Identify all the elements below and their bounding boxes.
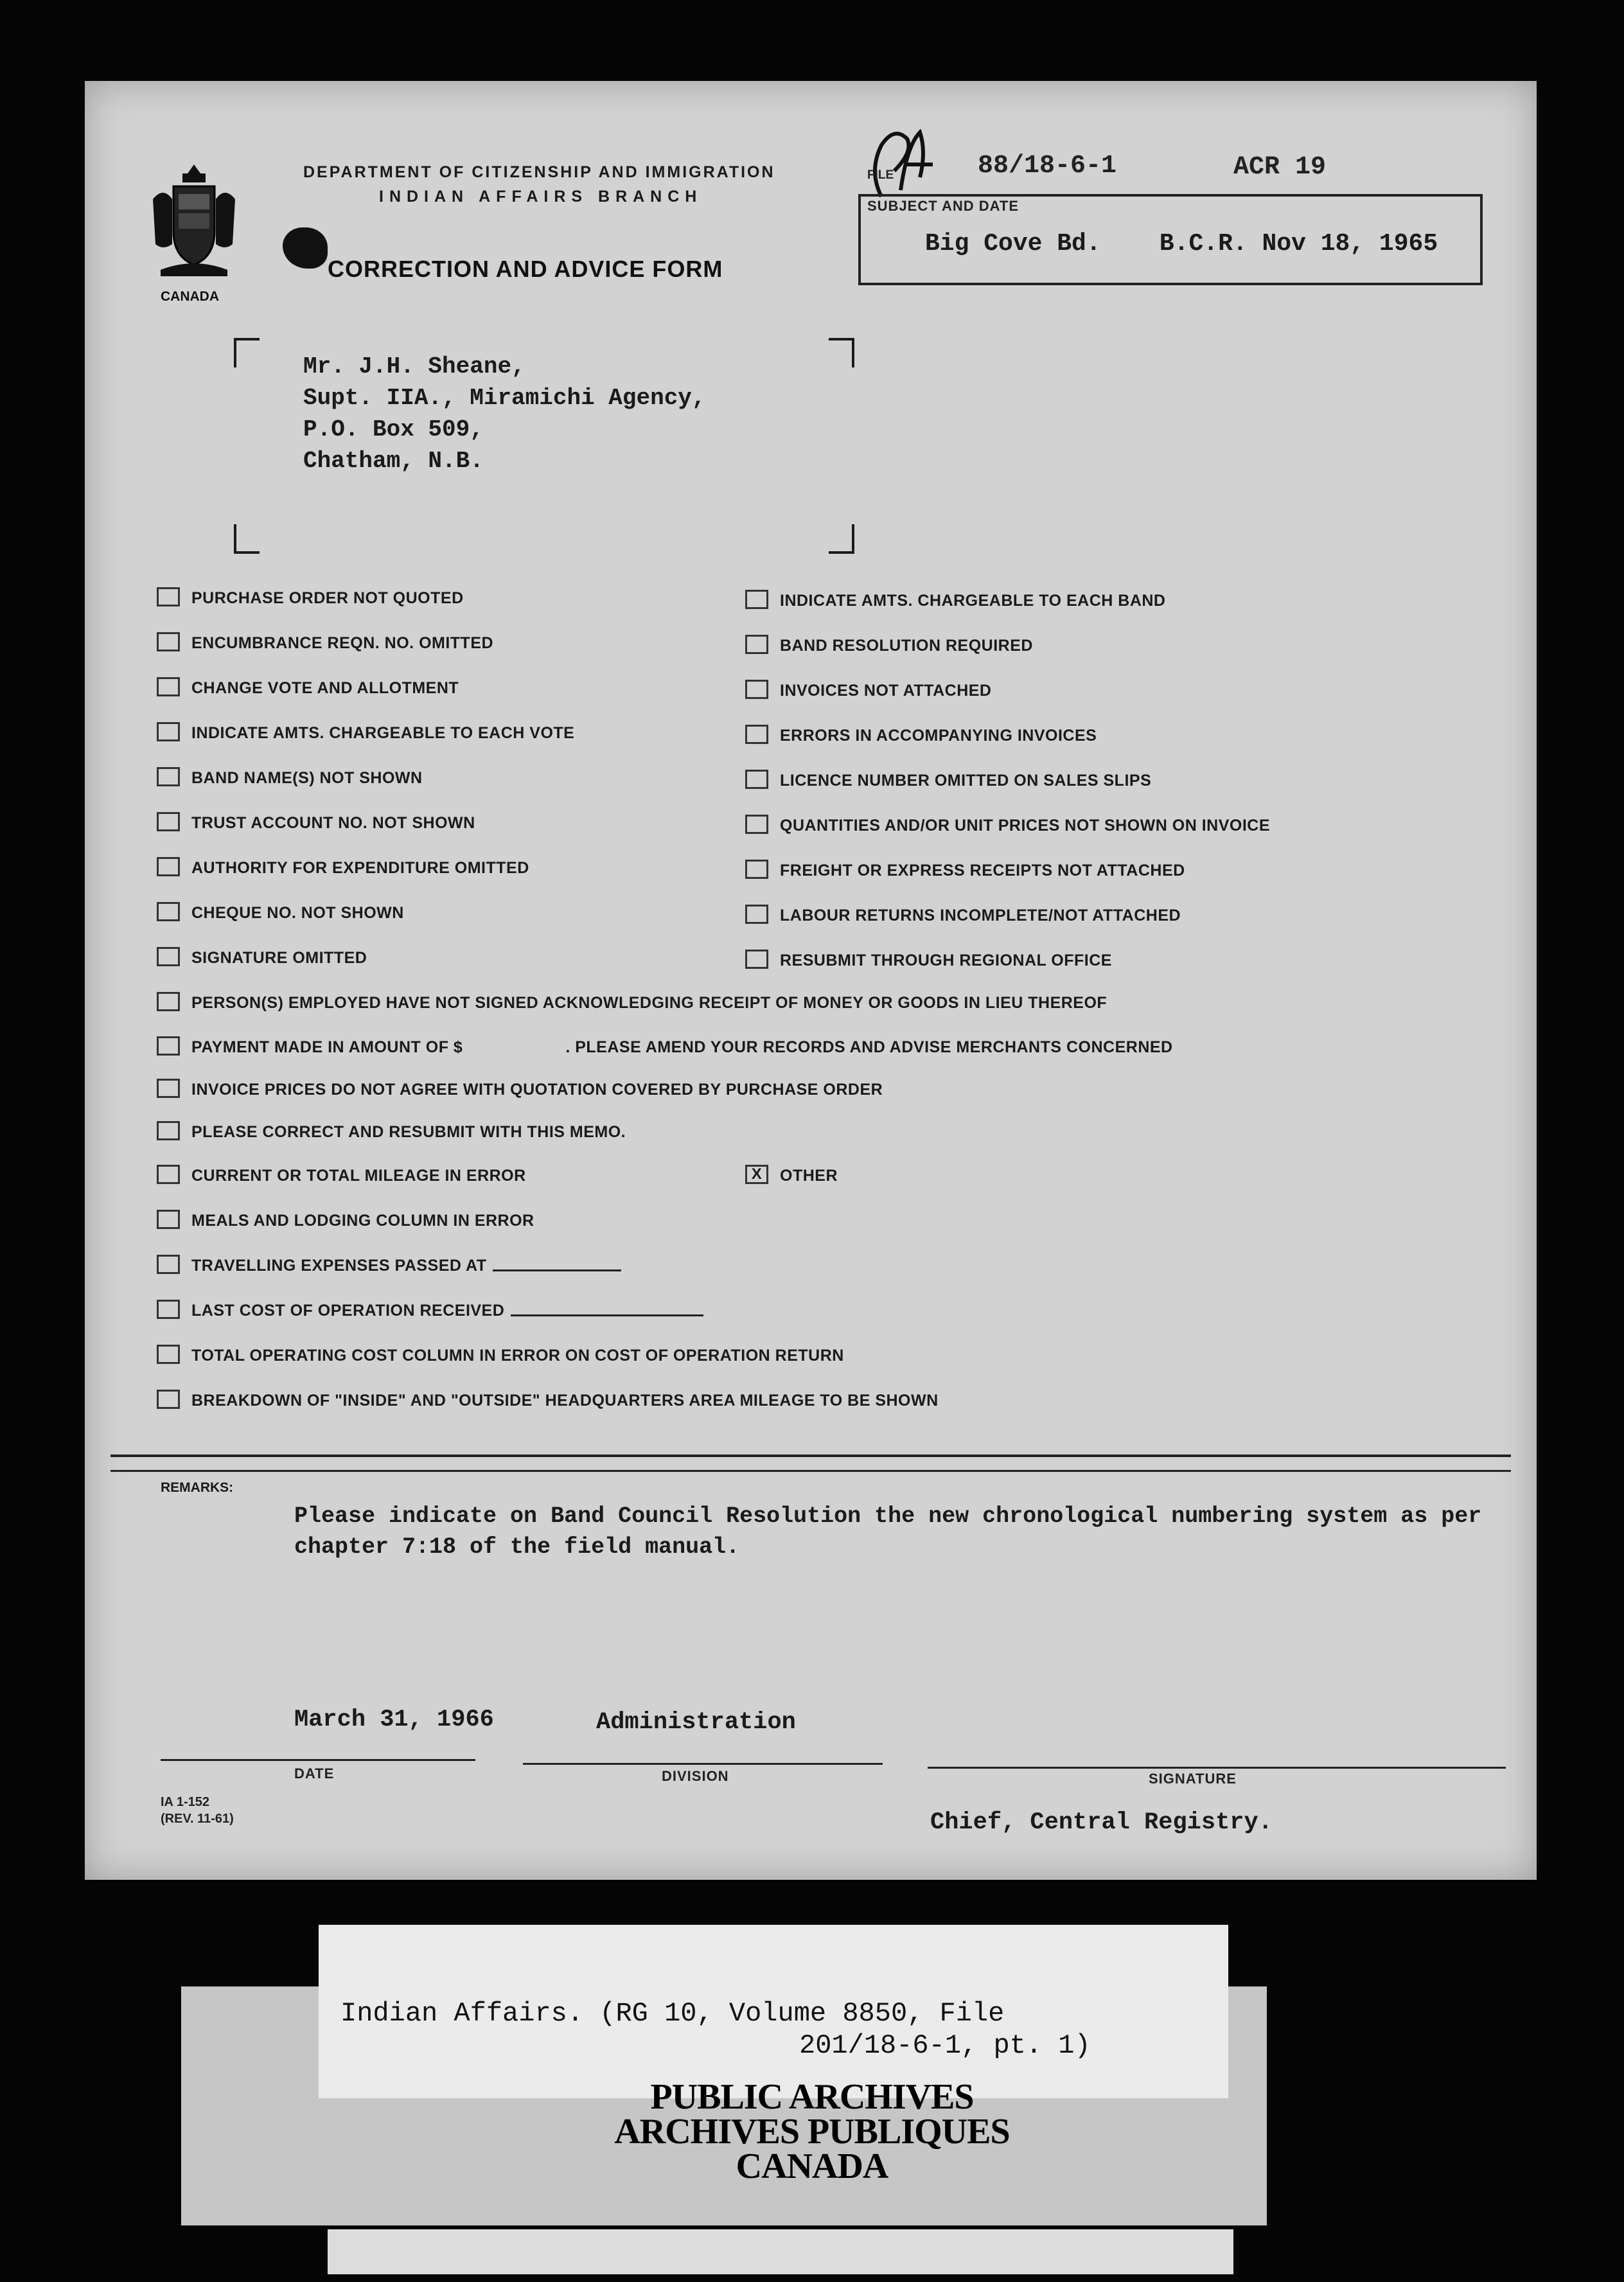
subject-date-value: Big Cove Bd. B.C.R. Nov 18, 1965 xyxy=(925,230,1438,258)
checkbox-square[interactable] xyxy=(157,992,180,1011)
date-label: DATE xyxy=(294,1765,335,1782)
checkbox-square[interactable] xyxy=(157,722,180,741)
archive-stamp-line-2: ARCHIVES PUBLIQUES xyxy=(614,2112,1010,2152)
archive-reference-line-1: Indian Affairs. (RG 10, Volume 8850, File xyxy=(340,1998,1005,2029)
date-value: March 31, 1966 xyxy=(294,1706,494,1733)
checkbox-item[interactable]: CHEQUE NO. NOT SHOWN xyxy=(157,904,404,923)
checkbox-square[interactable] xyxy=(157,947,180,966)
checkbox-square[interactable] xyxy=(157,1345,180,1364)
address-line-4: Chatham, N.B. xyxy=(303,448,484,474)
address-corner-tr xyxy=(829,338,854,367)
checkbox-square[interactable] xyxy=(157,677,180,696)
checkbox-item[interactable]: ERRORS IN ACCOMPANYING INVOICES xyxy=(745,727,1097,746)
address-line-1: Mr. J.H. Sheane, xyxy=(303,353,525,380)
checkbox-square[interactable] xyxy=(745,635,768,654)
archive-stamp-line-1: PUBLIC ARCHIVES xyxy=(650,2077,974,2117)
address-line-3: P.O. Box 509, xyxy=(303,416,484,443)
checkbox-square[interactable] xyxy=(157,587,180,606)
division-line xyxy=(523,1763,883,1765)
checkbox-item[interactable]: TRAVELLING EXPENSES PASSED AT xyxy=(157,1257,621,1276)
archive-reference-line-2: 201/18-6-1, pt. 1) xyxy=(799,2030,1091,2061)
checkbox-item[interactable]: ENCUMBRANCE REQN. NO. OMITTED xyxy=(157,634,493,653)
checkbox-square[interactable] xyxy=(745,905,768,924)
branch-heading: INDIAN AFFAIRS BRANCH xyxy=(379,188,703,206)
checkbox-item[interactable]: SIGNATURE OMITTED xyxy=(157,949,367,968)
divider-top xyxy=(110,1455,1511,1457)
signature-label: SIGNATURE xyxy=(1149,1771,1237,1787)
checkbox-square[interactable] xyxy=(157,767,180,786)
remarks-text: Please indicate on Band Council Resolution the new chronological numbering system as per chapter 7:18 of the field manual. xyxy=(294,1503,1482,1560)
department-heading: DEPARTMENT OF CITIZENSHIP AND IMMIGRATION xyxy=(303,163,775,181)
checkbox-item[interactable]: CURRENT OR TOTAL MILEAGE IN ERROR xyxy=(157,1167,526,1186)
division-label: DIVISION xyxy=(662,1768,729,1784)
checkbox-square[interactable] xyxy=(745,725,768,744)
checkbox-square[interactable] xyxy=(745,950,768,969)
checkbox-item[interactable]: BREAKDOWN OF "INSIDE" AND "OUTSIDE" HEADQUARTERS AREA MILEAGE TO BE SHOWN xyxy=(157,1392,939,1411)
checkbox-square[interactable] xyxy=(157,902,180,921)
signature-value: Chief, Central Registry. xyxy=(930,1809,1273,1836)
checkbox-square[interactable] xyxy=(157,1079,180,1098)
checkbox-item[interactable]: INVOICES NOT ATTACHED xyxy=(745,682,991,701)
date-line xyxy=(161,1759,475,1761)
checkbox-item[interactable]: PURCHASE ORDER NOT QUOTED xyxy=(157,589,464,608)
address-corner-br xyxy=(829,524,854,554)
signature-line xyxy=(928,1767,1506,1769)
archive-stamp-line-3: CANADA xyxy=(736,2146,888,2186)
checkbox-item[interactable]: BAND NAME(S) NOT SHOWN xyxy=(157,769,423,788)
checkbox-item[interactable]: AUTHORITY FOR EXPENDITURE OMITTED xyxy=(157,859,529,878)
checkbox-square[interactable] xyxy=(745,680,768,699)
checkbox-item[interactable]: RESUBMIT THROUGH REGIONAL OFFICE xyxy=(745,951,1112,971)
cost-operation-blank[interactable] xyxy=(511,1306,703,1316)
canada-coat-of-arms-icon xyxy=(149,161,239,281)
other-checkbox-item[interactable]: X OTHER xyxy=(745,1167,838,1186)
checkbox-square[interactable] xyxy=(745,590,768,609)
checkbox-square[interactable] xyxy=(157,1121,180,1140)
travelling-expense-blank[interactable] xyxy=(493,1261,621,1271)
recipient-address xyxy=(303,351,706,477)
checkbox-square[interactable] xyxy=(745,815,768,834)
checkbox-square[interactable] xyxy=(157,632,180,651)
checkbox-item[interactable]: MEALS AND LODGING COLUMN IN ERROR xyxy=(157,1212,534,1231)
checkbox-square[interactable] xyxy=(157,1165,180,1184)
subject-date-box xyxy=(858,194,1483,285)
checkbox-square[interactable] xyxy=(157,857,180,876)
checkbox-item[interactable]: LAST COST OF OPERATION RECEIVED xyxy=(157,1302,703,1321)
checkbox-square[interactable] xyxy=(745,770,768,789)
address-corner-bl xyxy=(234,524,260,554)
checkbox-item[interactable]: CHANGE VOTE AND ALLOTMENT xyxy=(157,679,459,698)
checkbox-item[interactable]: TRUST ACCOUNT NO. NOT SHOWN xyxy=(157,814,475,833)
checkbox-checked[interactable]: X xyxy=(745,1165,768,1184)
checkbox-square[interactable] xyxy=(157,1255,180,1274)
checkbox-square[interactable] xyxy=(157,1210,180,1229)
checkbox-item[interactable]: LABOUR RETURNS INCOMPLETE/NOT ATTACHED xyxy=(745,907,1181,926)
checkbox-item[interactable]: INVOICE PRICES DO NOT AGREE WITH QUOTATION COVERED BY PURCHASE ORDER xyxy=(157,1081,883,1100)
address-corner-tl xyxy=(234,338,260,367)
subject-date-label: SUBJECT AND DATE xyxy=(867,198,1019,214)
correction-advice-form xyxy=(85,81,1537,1880)
checkbox-square[interactable] xyxy=(157,1036,180,1056)
acr-number: ACR 19 xyxy=(1233,153,1327,182)
canada-label: CANADA xyxy=(161,289,219,304)
checkbox-square[interactable] xyxy=(745,860,768,879)
checkbox-square[interactable] xyxy=(157,1390,180,1409)
form-title: CORRECTION AND ADVICE FORM xyxy=(328,256,723,282)
checkbox-item[interactable]: LICENCE NUMBER OMITTED ON SALES SLIPS xyxy=(745,772,1151,791)
remarks-label: REMARKS: xyxy=(161,1480,234,1495)
checkbox-square[interactable] xyxy=(157,1300,180,1319)
checkbox-item[interactable]: PAYMENT MADE IN AMOUNT OF $ . PLEASE AMEND YOUR RECORDS AND ADVISE MERCHANTS CONCERNED xyxy=(157,1038,1173,1057)
divider-bottom xyxy=(110,1470,1511,1472)
checkbox-item[interactable]: INDICATE AMTS. CHARGEABLE TO EACH BAND xyxy=(745,592,1165,611)
file-label: FILE xyxy=(867,168,894,182)
address-line-2: Supt. IIA., Miramichi Agency, xyxy=(303,385,706,411)
checkbox-item[interactable]: BAND RESOLUTION REQUIRED xyxy=(745,637,1033,656)
checkbox-item[interactable]: INDICATE AMTS. CHARGEABLE TO EACH VOTE xyxy=(157,724,574,743)
checkbox-item[interactable]: QUANTITIES AND/OR UNIT PRICES NOT SHOWN ON INVOICE xyxy=(745,817,1270,836)
division-value: Administration xyxy=(596,1709,796,1736)
checkbox-item[interactable]: TOTAL OPERATING COST COLUMN IN ERROR ON COST OF OPERATION RETURN xyxy=(157,1347,844,1366)
form-number: IA 1-152 (REV. 11-61) xyxy=(161,1795,234,1826)
checkbox-item[interactable]: FREIGHT OR EXPRESS RECEIPTS NOT ATTACHED xyxy=(745,862,1185,881)
ink-blot xyxy=(283,227,328,269)
checkbox-square[interactable] xyxy=(157,812,180,831)
checkbox-item[interactable]: PLEASE CORRECT AND RESUBMIT WITH THIS MEMO. xyxy=(157,1123,626,1142)
file-number: 88/18-6-1 xyxy=(978,152,1117,181)
checkbox-item[interactable]: PERSON(S) EMPLOYED HAVE NOT SIGNED ACKNOWLEDGING RECEIPT OF MONEY OR GOODS IN LIEU THEREOF xyxy=(157,994,1107,1013)
bottom-strip xyxy=(328,2229,1233,2274)
